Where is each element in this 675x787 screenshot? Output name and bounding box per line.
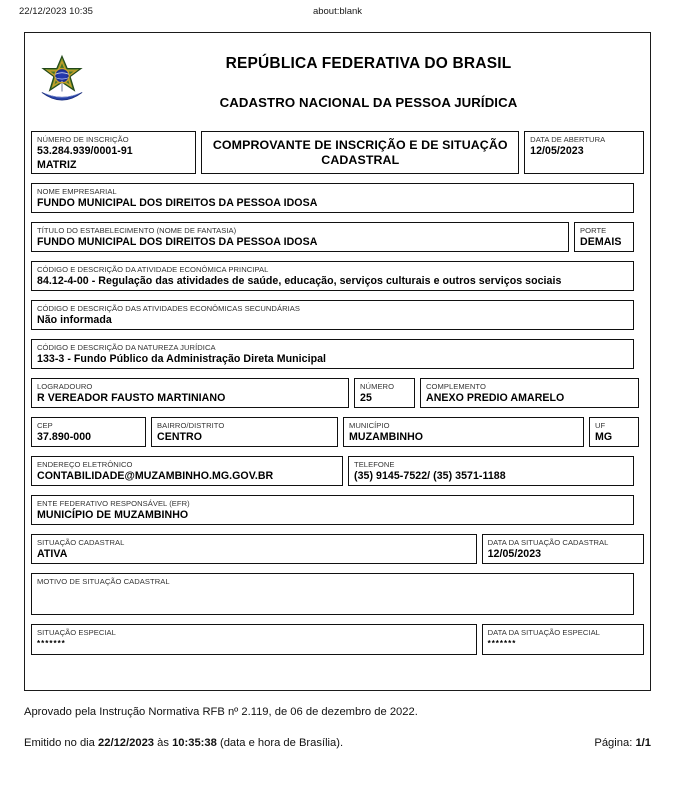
issued-mid: às <box>154 737 173 749</box>
field-value: FUNDO MUNICIPAL DOS DIREITOS DA PESSOA IDOSA <box>37 197 318 209</box>
issued-prefix: Emitido no dia <box>24 737 99 749</box>
field-data-abertura <box>524 131 644 174</box>
field-label: CÓDIGO E DESCRIÇÃO DA ATIVIDADE ECONÔMICA PRINCIPAL <box>37 265 269 274</box>
field-numero <box>354 378 415 408</box>
page-indicator <box>594 737 651 749</box>
field-label: TÍTULO DO ESTABELECIMENTO (NOME DE FANTASIA) <box>37 226 237 235</box>
row-endereco-1 <box>31 378 644 408</box>
field-value: 53.284.939/0001-91 <box>37 145 133 157</box>
field-complemento <box>420 378 639 408</box>
row-nome-empresarial <box>31 183 644 213</box>
certificate-title: COMPROVANTE DE INSCRIÇÃO E DE SITUAÇÃO CADASTRAL <box>212 137 508 167</box>
field-label: PORTE <box>580 226 607 235</box>
document-titles <box>95 55 642 111</box>
cnpj-certificate-document <box>24 32 651 691</box>
field-label: UF <box>595 421 606 430</box>
field-nome-empresarial <box>31 183 634 213</box>
print-header-datetime: 22/12/2023 10:35 <box>19 6 93 17</box>
field-value-secondary: MATRIZ <box>37 159 77 171</box>
field-label: CÓDIGO E DESCRIÇÃO DA NATUREZA JURÍDICA <box>37 343 216 352</box>
field-label: TELEFONE <box>354 460 395 469</box>
status-badge: ATIVA <box>37 548 68 560</box>
row-situacao-cadastral <box>31 534 644 564</box>
field-value: 12/05/2023 <box>530 145 584 157</box>
field-label: NOME EMPRESARIAL <box>37 187 117 196</box>
field-situacao-especial <box>31 624 477 655</box>
issued-date: 22/12/2023 <box>98 737 155 749</box>
field-value: ******* <box>37 639 66 648</box>
certificate-title-box <box>201 131 519 174</box>
field-value: 84.12-4-00 - Regulação das atividades de saúde, educação, serviços culturais e outros serviços sociais <box>37 275 562 287</box>
row-inscription <box>31 131 644 174</box>
document-masthead <box>25 33 650 131</box>
field-label: SITUAÇÃO ESPECIAL <box>37 628 116 637</box>
print-header-url: about:blank <box>312 6 363 17</box>
row-situacao-especial <box>31 624 644 655</box>
page-title: REPÚBLICA FEDERATIVA DO BRASIL <box>225 55 512 72</box>
field-cep <box>31 417 146 447</box>
field-value: 37.890-000 <box>37 431 92 443</box>
field-label: DATA DA SITUAÇÃO ESPECIAL <box>487 628 600 637</box>
field-value: MUZAMBINHO <box>349 431 424 443</box>
field-label: COMPLEMENTO <box>426 382 486 391</box>
field-label: CÓDIGO E DESCRIÇÃO DAS ATIVIDADES ECONÔMICAS SECUNDÁRIAS <box>37 304 300 313</box>
field-label: NÚMERO DE INSCRIÇÃO <box>37 135 129 144</box>
document-footer <box>24 706 651 749</box>
issued-suffix: (data e hora de Brasília). <box>216 737 344 749</box>
field-data-situacao-cadastral <box>482 534 644 564</box>
page-value: 1/1 <box>635 737 651 749</box>
field-label: MUNICÍPIO <box>349 421 390 430</box>
field-value: MUNICÍPIO DE MUZAMBINHO <box>37 509 189 521</box>
issued-time: 10:35:38 <box>172 737 217 749</box>
field-value: ******* <box>487 639 517 648</box>
browser-print-header <box>0 6 675 22</box>
field-uf <box>589 417 639 447</box>
footer-issued-text <box>24 737 343 749</box>
field-label: MOTIVO DE SITUAÇÃO CADASTRAL <box>37 577 170 586</box>
field-value: DEMAIS <box>580 236 622 248</box>
field-data-situacao-especial <box>482 624 644 655</box>
field-value: 12/05/2023 <box>487 548 542 560</box>
field-motivo-situacao <box>31 573 634 615</box>
field-label: DATA DE ABERTURA <box>530 135 606 144</box>
field-label: NÚMERO <box>360 382 395 391</box>
field-label: SITUAÇÃO CADASTRAL <box>37 538 125 547</box>
row-atividades-secundarias <box>31 300 644 330</box>
page-subtitle: CADASTRO NACIONAL DA PESSOA JURÍDICA <box>219 95 518 111</box>
field-endereco-eletronico <box>31 456 343 486</box>
field-titulo-estabelecimento <box>31 222 569 252</box>
field-bairro <box>151 417 338 447</box>
field-value: 25 <box>360 392 372 404</box>
footer-issue-line <box>24 737 651 749</box>
footer-approval-text: Aprovado pela Instrução Normativa RFB nº 2.119, de 06 de dezembro de 2022. <box>24 706 418 718</box>
field-value: FUNDO MUNICIPAL DOS DIREITOS DA PESSOA IDOSA <box>37 236 318 248</box>
field-value: ANEXO PREDIO AMARELO <box>426 392 565 404</box>
field-label: LOGRADOURO <box>37 382 93 391</box>
row-atividade-principal <box>31 261 644 291</box>
field-value: CONTABILIDADE@MUZAMBINHO.MG.GOV.BR <box>37 470 274 482</box>
field-logradouro <box>31 378 349 408</box>
field-value: Não informada <box>37 314 112 326</box>
field-label: ENTE FEDERATIVO RESPONSÁVEL (EFR) <box>37 499 190 508</box>
field-value: R VEREADOR FAUSTO MARTINIANO <box>37 392 226 404</box>
field-atividade-principal <box>31 261 634 291</box>
page-label: Página: <box>594 737 636 749</box>
row-titulo-estabelecimento <box>31 222 644 252</box>
field-label: BAIRRO/DISTRITO <box>157 421 225 430</box>
field-numero-inscricao <box>31 131 196 174</box>
row-endereco-2 <box>31 417 644 447</box>
field-value: (35) 9145-7522/ (35) 3571-1188 <box>354 470 506 482</box>
field-municipio <box>343 417 584 447</box>
field-atividades-secundarias <box>31 300 634 330</box>
field-porte <box>574 222 634 252</box>
field-telefone <box>348 456 634 486</box>
field-value: MG <box>595 431 613 443</box>
fields-container <box>25 131 650 655</box>
field-value: 133-3 - Fundo Público da Administração Direta Municipal <box>37 353 327 365</box>
field-natureza-juridica <box>31 339 634 369</box>
field-value: CENTRO <box>157 431 203 443</box>
row-motivo-situacao <box>31 573 644 615</box>
field-ente-federativo <box>31 495 634 525</box>
brazil-coat-of-arms-icon <box>38 54 86 106</box>
field-label: CEP <box>37 421 53 430</box>
field-label: ENDEREÇO ELETRÔNICO <box>37 460 133 469</box>
row-natureza-juridica <box>31 339 644 369</box>
field-label: DATA DA SITUAÇÃO CADASTRAL <box>487 538 609 547</box>
field-situacao-cadastral <box>31 534 477 564</box>
row-ente-federativo <box>31 495 644 525</box>
row-contato <box>31 456 644 486</box>
